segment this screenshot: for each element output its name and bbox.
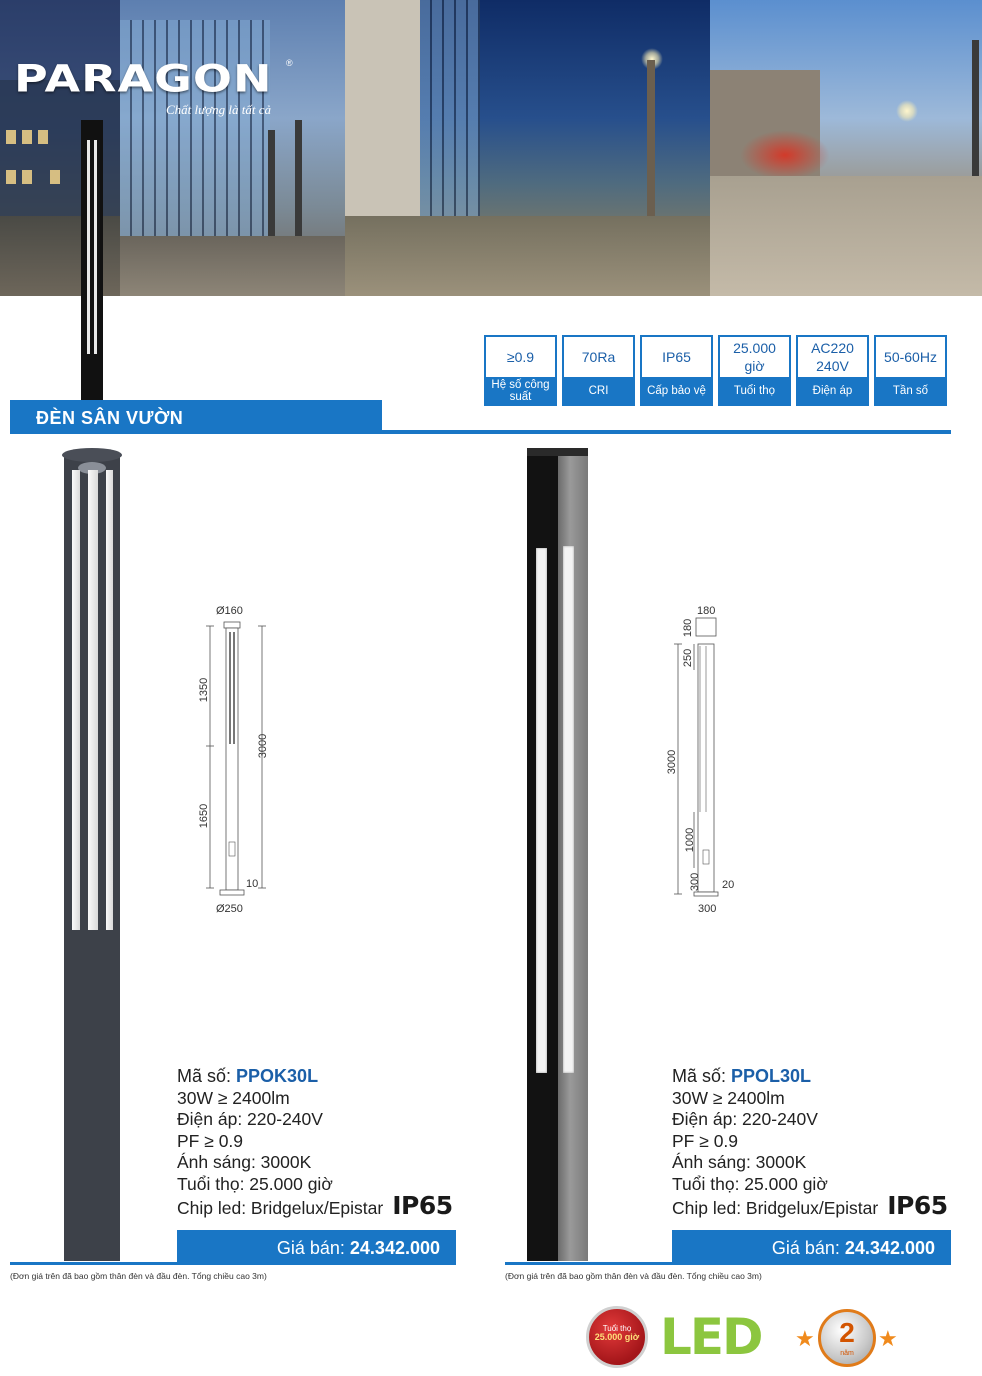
hero-photo-2 (120, 0, 345, 296)
section-title: ĐÈN SÂN VƯỜN (10, 400, 382, 434)
dim-base-diameter: Ø250 (216, 903, 243, 915)
warranty-years: 2 (839, 1317, 855, 1348)
brand-logo: PARAGON (14, 56, 273, 101)
brand-slogan: Chất lượng là tất cả (166, 102, 272, 117)
ip-rating: IP65 (392, 1191, 453, 1220)
spec-label: CRI (564, 377, 633, 404)
price-rule (505, 1262, 951, 1265)
spec-line-chip: Chip led: Bridgelux/Epistar (177, 1198, 384, 1218)
price-note: (Đơn giá trên đã bao gồm thân đèn và đầu đèn. Tổng chiều cao 3m) (505, 1271, 762, 1281)
dim-lower: 1650 (198, 803, 210, 829)
hero-banner (0, 0, 982, 296)
warranty-unit: năm (840, 1350, 854, 1357)
product-code-line (672, 1066, 962, 1088)
dim-base-height: 300 (689, 872, 701, 892)
dim-top-width: 180 (697, 605, 716, 617)
price-value: 24.342.000 (349, 1238, 440, 1258)
spec-value: 25.000 giờ (733, 340, 776, 374)
chip-row (177, 1191, 467, 1220)
price-note: (Đơn giá trên đã bao gồm thân đèn và đầu đèn. Tổng chiều cao 3m) (10, 1271, 267, 1281)
product-image-ppok30l (64, 452, 120, 1261)
product-code: PPOL30L (731, 1066, 812, 1086)
spec-line-cct: Ánh sáng: 3000K (672, 1152, 807, 1172)
dim-upper: 1350 (198, 677, 210, 703)
spec-label: Điện áp (798, 377, 867, 404)
price-label: Giá bán: (276, 1238, 350, 1258)
dim-top-depth: 180 (682, 618, 694, 638)
spec-boxes (484, 335, 947, 406)
spec-value: ≥0.9 (506, 349, 535, 365)
spec-voltage (796, 335, 869, 406)
dim-total: 3000 (257, 733, 269, 759)
spec-line-life: Tuổi thọ: 25.000 giờ (672, 1173, 828, 1194)
dim-head: 250 (682, 648, 694, 668)
lifetime-badge-title: Tuổi thọ (602, 1324, 632, 1333)
price-rule (10, 1262, 456, 1265)
spec-value: 70Ra (581, 349, 616, 365)
spec-label: Tuổi thọ (720, 377, 789, 404)
spec-value: AC220 240V (811, 340, 854, 374)
price-label: Giá bán: (771, 1238, 845, 1258)
ip-rating: IP65 (887, 1191, 948, 1220)
dim-door: 1000 (684, 827, 696, 853)
dim-base-width: 300 (698, 903, 717, 915)
spec-line-cct: Ánh sáng: 3000K (177, 1152, 312, 1172)
spec-value: IP65 (662, 349, 691, 365)
hero-photo-4 (710, 0, 982, 296)
spec-label: Tần số (876, 377, 945, 404)
spec-label: Hệ số công suất (486, 377, 555, 404)
product-code-line (177, 1066, 467, 1088)
spec-line-life: Tuổi thọ: 25.000 giờ (177, 1173, 333, 1194)
dim-top-diameter: Ø160 (216, 605, 243, 617)
lifetime-badge-value: 25.000 giờ (594, 1332, 640, 1342)
spec-label: Cấp bảo vệ (642, 377, 711, 404)
spec-line-pf: PF ≥ 0.9 (672, 1130, 739, 1151)
registered-mark: ® (286, 58, 293, 68)
price-bar-ppok30l (177, 1230, 456, 1265)
dim-total: 3000 (666, 749, 678, 775)
star-icon: ★ (795, 1326, 815, 1351)
spec-line-power: 30W ≥ 2400lm (177, 1087, 290, 1108)
spec-cri (562, 335, 635, 406)
spec-lifetime (718, 335, 791, 406)
product-image-ppol30l (527, 448, 587, 1261)
price-value: 24.342.000 (844, 1238, 935, 1258)
spec-line-chip: Chip led: Bridgelux/Epistar (672, 1198, 879, 1218)
hero-photo-3 (345, 0, 710, 296)
dim-plate: 20 (722, 879, 735, 891)
spec-line-pf: PF ≥ 0.9 (177, 1130, 244, 1151)
star-icon: ★ (878, 1326, 898, 1351)
warranty-badge (818, 1309, 876, 1367)
dim-base-height: 10 (246, 878, 259, 890)
product-code: PPOK30L (236, 1066, 319, 1086)
spec-value: 50-60Hz (884, 349, 937, 365)
spec-line-voltage: Điện áp: 220-240V (672, 1109, 818, 1129)
chip-row (672, 1191, 962, 1220)
product-info-ppok30l (177, 1066, 467, 1220)
product-info-ppol30l (672, 1066, 962, 1220)
spec-line-power: 30W ≥ 2400lm (672, 1087, 785, 1108)
spec-frequency (874, 335, 947, 406)
price-bar-ppol30l (672, 1230, 951, 1265)
lifetime-badge (586, 1306, 648, 1368)
spec-line-voltage: Điện áp: 220-240V (177, 1109, 323, 1129)
spec-ip-rating (640, 335, 713, 406)
led-logo: LED (660, 1308, 762, 1366)
technical-drawing-ppol30l (660, 598, 744, 920)
spec-power-factor (484, 335, 557, 406)
code-label: Mã số: (672, 1066, 732, 1086)
technical-drawing-ppok30l (196, 598, 276, 920)
code-label: Mã số: (177, 1066, 237, 1086)
decorative-pole (81, 120, 103, 402)
